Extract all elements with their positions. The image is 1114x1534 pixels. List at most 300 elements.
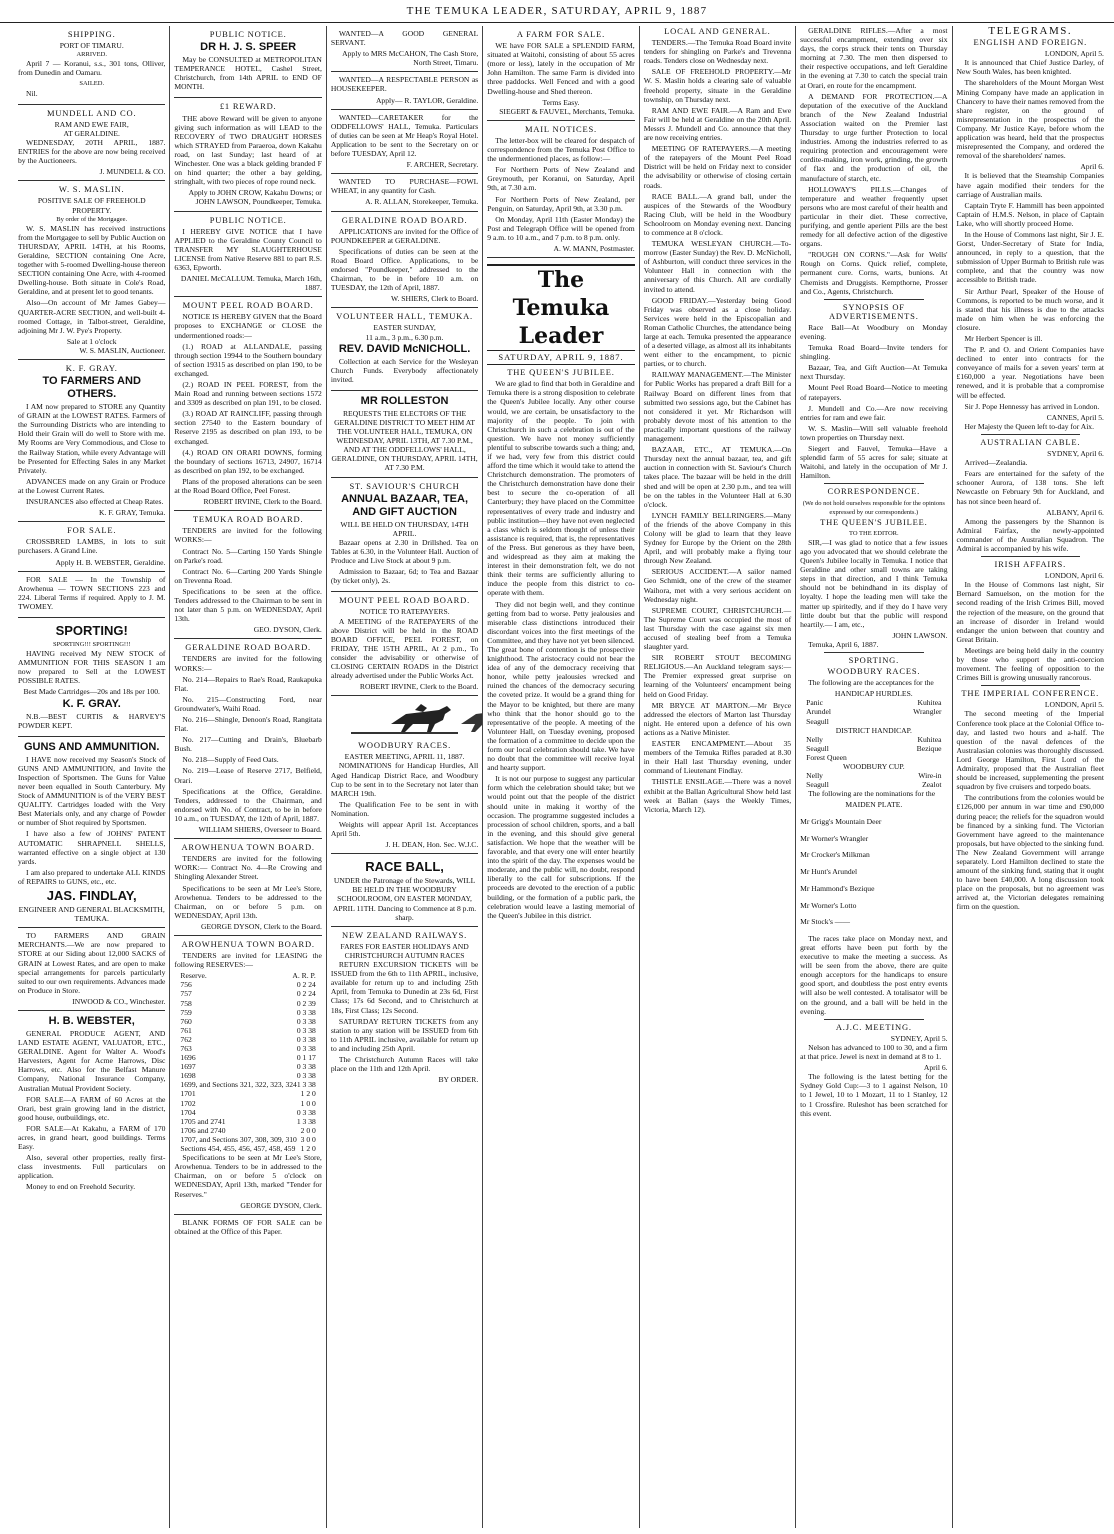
- london-date-1: LONDON, April 5.: [1044, 49, 1104, 59]
- reserve-area: 1 0 0: [300, 1098, 316, 1108]
- cup-heading: WOODBURY CUP.: [842, 762, 905, 772]
- local-news-item: LYNCH FAMILY BELLRINGERS.—Many of the friends of the above Company in this Colony will be glad to learn that they leave Sydney for Europe by the Orient on the 28th April, and will probably make a flying tour through New Zealand.: [643, 510, 792, 566]
- maiden-entry: Mr Stock's ——: [800, 917, 850, 927]
- reserves-header: [180, 971, 315, 980]
- port-heading: PORT OF TIMARU.: [59, 41, 124, 51]
- letter-text: SIR,—I was glad to notice that a few issues ago you advocated that we should celebrate the Queen's Jubilee locally in Temuka. I notice that Geraldine and other small towns are taking steps in that direction, and I think Temuka should not be behindhand in its display of loyalty. I hope the leading men will take the matter up spiritedly, and if they do I have very little doubt but that the public will respond heartily.— I am, etc.,: [800, 537, 948, 629]
- imperial-item-2: The contributions from the colonies would be £126,000 per annum in war time and £90,000 during peace; the reliefs for the squadron would be financed by a sinking fund. The Victorian Government have agreed to the maintenance proposals, but have objected to the sinking fund. The New Zealand Government will arrange separately. Lord Hamilton declined to state the amount of the sinking fund, stating that it ought to have been £40,000. A long discussion took place on the proposals, but no agreement was arrived at, the Victorian delegates remaining firm on the question.: [956, 793, 1104, 912]
- reserve-row: [180, 1044, 315, 1053]
- races-text: The races take place on Monday next, and great efforts have been put forth by the executive to make the meeting a success. As will be seen from the above, there are quite enough acceptors for the handicaps to ensure good sport, and doubtless the post entry events will also be well contested. A totalisator will be on the ground, and a ball will be held in the evening.: [800, 933, 948, 1016]
- horse-entry-row: [806, 780, 941, 789]
- reserve-row: [180, 1099, 315, 1108]
- rough-corns-text: "ROUGH ON CORNS."—Ask for Wells' Rough on Corns. Quick relief, complete, permanent cure. Corns, warts, bunions. At Chemists and Druggists. Kempthorne, Prosser and Co., Agents, Christchurch.: [800, 250, 948, 296]
- temuka-spec: Specifications to be seen at the office. Tenders addressed to the Chairman to be sent in not later than 5 p.m. on WEDNESDAY, April 13th.: [174, 586, 322, 624]
- autumn-races: The Christchurch Autumn Races will take place on the 11th and 12th April.: [330, 1054, 479, 1074]
- crossbred-text: CROSSBRED LAMBS, in lots to suit purchasers. A Grand Line.: [18, 537, 166, 556]
- nb-text: N.B.—BEST CURTIS & HARVEY'S POWDER KEPT.: [18, 711, 166, 730]
- advances-text: ADVANCES made on any Grain or Produce at the Lowest Current Rates.: [18, 476, 166, 495]
- webster-text: GENERAL PRODUCE AGENT, AND LAND ESTATE AGENT, VALUATOR, ETC., GERALDINE. Agent for Walter A. Wood's Harvesters, Agent for Acme Harrows, Disc Harrows, etc. Also for the Belfast Manure Company, National Insurance Company, Australian Mutual Provident Society.: [18, 1028, 166, 1093]
- reserve-number: 1696: [180, 1053, 196, 1063]
- reserves-table: [174, 980, 321, 1153]
- local-news-item: THISTLE ENSILAGE.—There was a novel exhibit at the Ballan Agricultural Show held last week at Ballan (says the Weekly Times, Victoria, March 12).: [643, 777, 792, 814]
- ajc-heading: A.J.C. MEETING.: [835, 1021, 912, 1032]
- page-header: THE TEMUKA LEADER, SATURDAY, APRIL 9, 1887: [0, 0, 1114, 23]
- column-4: [483, 26, 639, 1528]
- reserve-row: [180, 1053, 315, 1062]
- maiden-entry: Mr Worner's Wrangler: [800, 833, 869, 843]
- holloway-text: HOLLOWAY'S PILLS.—Changes of temperature and weather frequently upset persons who are most careful of their health and particular in their diet. These corrective, purifying, and gentle aperient Pills are the best remedy for all defective action of the digestive organs.: [800, 184, 948, 249]
- mcallum-signature: DANIEL McCALLUM. Temuka, March 16th, 1887.: [180, 274, 322, 293]
- maiden-entry: Mr Worner's Lotto: [800, 900, 857, 910]
- australian-cable-heading: AUSTRALIAN CABLE.: [980, 436, 1081, 447]
- column-2: [170, 26, 326, 1528]
- reserve-row: [180, 1008, 315, 1017]
- synopsis-item: Bazaar, Tea, and Gift Auction—At Temuka next Thursday.: [800, 363, 948, 382]
- horse-name: Kuhitea: [917, 734, 942, 744]
- road-1: (1.) ROAD at ALLANDALE, passing through section 19944 to the Southern boundary of section 19315 as described on plan 190, to be exchanged.: [174, 341, 322, 378]
- temuka-rb-text: TENDERS are invited for the following WORKS:—: [174, 526, 322, 545]
- insurances-text: INSURANCES also effected at Cheap Rates.: [26, 497, 164, 507]
- reserve-number: 759: [180, 1007, 192, 1017]
- bazaar-text: Bazaar opens at 2.30 in Drillshed. Tea on Tables at 6.30, in the Volunteer Hall. Auction of Produce and Live Stock at about 9 p.m.: [330, 537, 479, 566]
- guns-text-3: I am also prepared to undertake ALL KINDS of REPAIRS to GUNS, etc., etc.: [18, 867, 166, 886]
- eng-item-3: It is believed that the Steamship Companies have again modified their tenders for the carriage of Australian mails.: [956, 171, 1104, 199]
- contract-216: No. 216—Shingle, Denoon's Road, Rangitata Flat.: [174, 715, 322, 734]
- reserve-area: 0 3 38: [296, 1016, 316, 1026]
- reserve-area: 1 3 38: [296, 1116, 316, 1126]
- local-news-item: EASTER ENCAMPMENT.—About 35 members of the Temuka Rifles paraded at 8.30 in their Hall last Thursday evening, under command of Lieutenant Findlay.: [643, 739, 792, 776]
- local-news-item: RAILWAY MANAGEMENT.—The Minister for Public Works has prepared a draft Bill for a Railway Board on different lines from that submitted two sessions ago, but the Cabinet has not considered it yet. Mr Richardson will probably devote most of his attention to the practically important questions of the railway management.: [643, 370, 792, 444]
- public-notice-2-heading: PUBLIC NOTICE.: [209, 214, 287, 225]
- jubilee-paragraph-3: It is not our purpose to suggest any particular form which the celebration should take; but we would point out that the people of the district should unite in making it worthy of the occasion. The programme suggested includes a procession of school children, sports, and a ball in the evening, and this should give general satisfaction. We hope that the weather will be favorable, and that every one will enter heartily into the spirit of the day. The expenses would be moderate, and the public will, no doubt, respond liberally to the call for subscriptions. If the proceeds are devoted to the erection of a public building, or the formation of a public park, the celebration would leave a lasting memorial of the Queen's Jubilee in this district.: [487, 774, 635, 920]
- by-order: By order of the Mortgagee.: [56, 215, 128, 223]
- local-news-item: RACE BALL.—A grand ball, under the auspices of the Stewards of the Woodbury Racing Club, will be held in the Woodbury Schoolroom on Monday evening next. Dancing to commence at 8 o'clock.: [643, 191, 792, 237]
- ratepayers-title: NOTICE TO RATEPAYERS.: [359, 607, 450, 617]
- reserve-number: 758: [180, 998, 192, 1008]
- reserve-number: 1707, and Sections 307, 308, 309, 310: [180, 1134, 297, 1144]
- fauvel-signature: SIEGERT & FAUVEL, Merchants, Temuka.: [499, 106, 635, 116]
- contract-218: No. 218—Supply of Feed Oats.: [182, 755, 279, 765]
- queen-jubilee-heading: THE QUEEN'S JUBILEE.: [820, 516, 928, 527]
- ratepayers-text: A MEETING of the RATEPAYERS of the above District will be held in the ROAD BOARD OFFICE, PEEL FOREST, on FRIDAY, THE 15TH APRIL, At 2 p.m., To consider the advisability or otherwise of CLOSING CERTAIN ROADS in the District already advertised under the Public Works Act.: [330, 616, 479, 681]
- mount-peel-heading: MOUNT PEEL ROAD BOARD.: [182, 300, 314, 311]
- london-date-2: LONDON, April 6.: [1044, 571, 1104, 581]
- hurdles-heading: HANDICAP HURDLES.: [834, 689, 913, 699]
- racehorse-illustration: [351, 702, 458, 738]
- reserve-row: [180, 1080, 315, 1089]
- reserve-number: Sections 454, 455, 456, 457, 458, 459: [180, 1144, 296, 1154]
- local-news-item: SERIOUS ACCIDENT.—A sailor named Geo Schmidt, one of the crew of the steamer Waihora, met with a very serious accident on Wednesday night.: [643, 567, 792, 604]
- synopsis-list: [800, 323, 947, 481]
- letter-date: Temuka, April 6, 1887.: [808, 639, 879, 649]
- synopsis-item: Race Ball—At Woodbury on Monday evening.: [800, 322, 948, 341]
- london-date-3: LONDON, April 5.: [1044, 700, 1104, 710]
- horse-name: Nelly: [806, 734, 823, 744]
- arowhenua-heading: AROWHENUA TOWN BOARD.: [181, 842, 315, 853]
- guns-title: GUNS AND AMMUNITION.: [23, 740, 160, 753]
- contract-215: No. 215—Constructing Ford, near Groundwater's, Waihi Road.: [174, 694, 322, 713]
- local-news-item: TEMUKA WESLEYAN CHURCH.—To-morrow (Easter Sunday) the Rev. D. McNicholl, of Ashburton, will conduct three services in the Volunteer Hall in connection with the anniversary of this Church. All are cordially invited to attend.: [643, 239, 792, 294]
- reserve-area: 0 3 38: [296, 1044, 316, 1053]
- jubilee-paragraph-2: They did not begin well, and they continue getting from bad to worse. Petty jealousies and miserable class distinctions introduced their discordant voices into the first meetings of the Committee, and they have not yet been silenced. The great bone of contention is the prospective knighthood. The aristocracy could not bear the idea of any of the democracy receiving that honor, while petty jealousies wrecked and ruined the chances of the democracy securing the coveted prize. It would be a grand thing for the Mayor to be knighted, but there are many who think that the honor should go to the representative of the people. A meeting of the Volunteer Hall, on Tuesday evening, proposed the formation of a committee to decide upon the form our local celebration should take. We have no doubt that the committee will receive loyal and hearty support.: [487, 599, 635, 773]
- horse-entry-row: [806, 735, 941, 744]
- contract-217: No. 217—Cutting and Drain's, Bluebarb Bush.: [174, 735, 322, 754]
- maiden-entry: Mr Crocker's Milkman: [800, 850, 870, 860]
- local-general-items: [644, 38, 791, 814]
- rolleston-title: MR ROLLESTON: [360, 394, 449, 407]
- shiers-signature-2: W. SHIERS, Clerk to Board.: [391, 294, 479, 304]
- reserve-area: 0 2 24: [296, 980, 316, 990]
- reserve-number: 757: [180, 989, 192, 999]
- rev-title: REV. DAVID McNICHOLL.: [338, 342, 471, 355]
- eng-item-2: The shareholders of the Mount Morgan West Mining Company have made an application in Chancery to have their names removed from the share register, on the ground of misrepresentation in the prospectus of the Company. Mr Justice Kaye, before whom the application was heard, held that the prospectus misrepresented the Company, and ordered the removal of the shareholders' names.: [956, 78, 1104, 161]
- gray-heading: K. F. GRAY.: [65, 363, 118, 373]
- reserve-area: 0 3 38: [296, 1107, 316, 1117]
- reserve-row: [180, 1062, 315, 1071]
- ram-fair-text: WEDNESDAY, 20TH APRIL, 1887. ENTRIES for the above are now being received by the Auctioneers.: [18, 137, 166, 166]
- mann-signature: A. W. MANN, Postmaster.: [553, 243, 635, 253]
- eng-item-5: In the House of Commons last night, Sir J. E. Gorst, Under-Secretary of State for India, announced, in reply to a question, that the submission of Upper Burmah to British rule was complete, and that the country was now accessible to British trade.: [956, 229, 1104, 285]
- terms-text: Terms Easy.: [542, 97, 580, 107]
- reserve-area: 0 1 17: [296, 1053, 316, 1063]
- dyson-signature-2: GEORGE DYSON, Clerk to the Board.: [200, 921, 322, 931]
- grain-text: TO FARMERS AND GRAIN MERCHANTS.—We are now prepared to STORE at our Siding about 12,000 SACKS of GRAIN at Lowest Rates, and are open to make special arrangements for parcels particularly suited to our own requirements. Advances made on Produce in Store.: [18, 931, 166, 995]
- poundkeeper-title: APPLICATIONS are invited for the Office of POUNDKEEPER at GERALDINE.: [330, 226, 479, 245]
- rifles-text: GERALDINE RIFLES.—After a most successful encampment, extending over six days, the corps struck their tents on Thursday morning at 7.30. The men then dispersed to their respective occupations, and left Geraldine in the evening at 7.30 to catch the special train at Orari, en route for the encampment.: [800, 26, 948, 90]
- horse-name: Panic: [806, 698, 823, 708]
- to-editor: TO THE EDITOR.: [848, 529, 899, 537]
- guns-text: I HAVE now received my Season's Stock of GUNS AND AMMUNITION, and Invite the Inspection of Sportsmen. The Guns for Value never been equalled in South Canterbury. My Stock of AMMUNITION is of the VERY BEST QUALITY. Cartridges loaded with the Very Best Materials only, and any charge of Powder or number of Shot required by Sportsmen.: [18, 754, 166, 828]
- aus-item-1: Arrived—Zealandia.: [964, 458, 1028, 468]
- reserve-row: [180, 1117, 315, 1126]
- findlay-title: JAS. FINDLAY,: [46, 888, 137, 904]
- sporting-subtitle: SPORTING!!! SPORTING!!!: [53, 640, 131, 648]
- maiden-list: [800, 817, 947, 926]
- local-news-item: MEETING OF RATEPAYERS.—A meeting of the ratepayers of the Mount Peel Road District will be held on Friday next to consider the advisability or otherwise of closing certain roads.: [643, 144, 792, 190]
- reward-apply: Apply to JOHN CROW, Kakahu Downs; or JOHN LAWSON, Poundkeeper, Temuka.: [188, 188, 322, 207]
- irvine-signature-2: ROBERT IRVINE, Clerk to the Board.: [359, 682, 479, 692]
- horse-name: Seagull: [806, 716, 829, 726]
- cup-list: [800, 771, 947, 789]
- acceptances-intro: The following are the acceptances for the: [808, 678, 934, 688]
- eng-item-1: It is announced that Chief Justice Darley, of New South Wales, has been knighted.: [956, 58, 1104, 77]
- reserve-row: [180, 1071, 315, 1080]
- farmers-title: TO FARMERS AND OTHERS.: [42, 375, 141, 401]
- maslin-text-2: Also—On account of Mr James Gabey—QUARTER-ACRE SECTION, and well-built 4-roomed Cottage, in Talbot-street, Geraldine, adjoining Mr J. W. Pye's Property.: [18, 298, 166, 335]
- wanted-3: WANTED—CARETAKER for the ODDFELLOWS' HALL, Temuka. Particulars of duties can be seen at Mr Heap's Royal Hotel. Application to be sent to the Secretary on or before TUESDAY, April 12.: [330, 112, 479, 159]
- cartridges-text: Best Made Cartridges—20s and 18s per 100.: [23, 687, 160, 697]
- contract-214: No. 214—Repairs to Rae's Road, Raukapuka Flat.: [174, 674, 322, 693]
- horse-name: Seagull: [806, 743, 829, 753]
- maiden-intro: The following are the nominations for the: [808, 789, 936, 799]
- eng-item-4: Captain Tryte F. Hammill has been appointed Captain of H.M.S. Nelson, in place of Captain Lake, who will shortly proceed Home.: [956, 200, 1104, 228]
- reward-heading: £1 REWARD.: [219, 101, 277, 112]
- wanted-4-signature: A. R. ALLAN, Storekeeper, Temuka.: [365, 197, 479, 207]
- reserve-area: 0 3 38: [296, 1025, 316, 1035]
- reserve-row: [180, 1026, 315, 1035]
- reserve-number: 762: [180, 1034, 192, 1044]
- arrived-text: April 7 — Koranui, s.s., 301 tons, Olliver, from Dunedin and Oamaru.: [18, 59, 166, 78]
- cannes-date: CANNES, April 5.: [1046, 412, 1104, 422]
- leasing-text: TENDERS are invited for LEASING the following RESERVES:—: [174, 951, 322, 970]
- column-1: [14, 26, 170, 1528]
- weights-text: Weights will appear April 1st. Acceptances April 5th.: [330, 820, 479, 839]
- reserve-number: 756: [180, 980, 192, 990]
- mail-monday: On Monday, April 11th (Easter Monday) the Post and Telegraph Office will be opened from 9 a.m. to 10 a.m., and 7 p.m. to 8 p.m. only.: [487, 214, 635, 242]
- woodbury-heading: WOODBURY RACES.: [358, 740, 452, 751]
- reserve-area: 1 2 0: [300, 1144, 316, 1154]
- albany-date: ALBANY, April 6.: [1046, 507, 1104, 517]
- reserve-row: [180, 989, 315, 998]
- local-news-item: SALE OF FREEHOLD PROPERTY.—Mr W. S. Maslin holds a clearing sale of valuable freehold property, situate in the Geraldine township, on Thursday next.: [643, 67, 792, 104]
- speer-title: DR H. J. S. SPEER: [200, 41, 297, 54]
- geraldine-rb-heading: GERALDINE ROAD BOARD.: [185, 642, 311, 653]
- ajc-date: SYDNEY, April 5.: [890, 1033, 948, 1043]
- newspaper-title: The Temuka Leader: [487, 264, 634, 351]
- fares-title: FARES FOR EASTER HOLIDAYS AND CHRISTCHURCH AUTUMN RACES: [340, 941, 469, 960]
- synopsis-item: J. Mundell and Co.—Are now receiving entries for ram and ewe fair.: [800, 403, 948, 422]
- shipping-heading: SHIPPING.: [67, 29, 116, 39]
- webster-sale: FOR SALE—A FARM of 60 Acres at the Orari, best grain growing land in the district, good house, outbuildings, etc.: [18, 1094, 166, 1122]
- road-3: (3.) ROAD AT RAINCLIFF, passing through section 27540 to the Eastern boundary of Reserve 2195 as described on plan 193, to be exchanged.: [174, 409, 322, 446]
- bazaar-date: WILL BE HELD ON THURSDAY, 14TH APRIL.: [340, 519, 469, 538]
- imperial-conference-heading: THE IMPERIAL CONFERENCE.: [961, 688, 1100, 699]
- maslin-heading: W. S. MASLIN.: [58, 184, 125, 195]
- arowhenua-text: TENDERS are invited for the following WORK:— Contract No. 4—Re Crowing and Shingling Alexander Street.: [174, 854, 322, 882]
- webster-also: Also, several other properties, really first-class investments. Full particulars on application.: [18, 1153, 166, 1181]
- qualification-text: The Qualification Fee to be sent in with Nomination.: [330, 799, 479, 818]
- speer-text: May be CONSULTED at METROPOLITAN TEMPERANCE HOTEL, Cashel Street, Christchurch, from 14th APRIL to END OF MONTH.: [174, 55, 322, 92]
- column-6: [796, 26, 952, 1528]
- reserve-area: 1 3 38: [296, 1080, 316, 1090]
- mundell-heading: MUNDELL AND CO.: [47, 107, 137, 118]
- sydney-date: SYDNEY, April 6.: [1047, 449, 1104, 459]
- horse-name: Forest Queen: [806, 752, 847, 762]
- reserve-row: [180, 1135, 315, 1144]
- english-foreign-heading: ENGLISH AND FOREIGN.: [973, 37, 1087, 48]
- reserve-area: 2 0 0: [300, 1125, 316, 1135]
- sporting-title: SPORTING!: [55, 622, 128, 638]
- telegrams-heading: TELEGRAMS.: [988, 26, 1073, 37]
- maslin-text: W. S. MASLIN has received instructions from the Mortgagee to sell by Public Auction on THURSDAY, APRIL 14TH, at his Rooms, Geraldine, SECTION containing One Acre, together with 5-roomed Dwelling-house thereon SECTION containing One Acre, with 4-roomed Dwelling-house. Both situate in Cole's Road, Geraldine, and at present let to good tenants.: [18, 223, 166, 297]
- synopsis-item: Temuka Road Board—Invite tenders for shingling.: [800, 343, 948, 362]
- irvine-signature: ROBERT IRVINE, Clerk to the Board.: [203, 497, 322, 507]
- reserve-area: 0 3 38: [296, 1034, 316, 1044]
- reserve-row: [180, 1108, 315, 1117]
- race-ball-title: RACE BALL,: [365, 859, 444, 875]
- horse-name: Bezique: [916, 743, 942, 753]
- money-text: Money to end on Freehold Security.: [26, 1182, 136, 1192]
- reserve-row: [180, 980, 315, 989]
- public-notice-heading: PUBLIC NOTICE.: [209, 29, 287, 39]
- volunteer-hall-heading: VOLUNTEER HALL, TEMUKA.: [336, 311, 473, 322]
- ajc-text-2: The following is the latest betting for the Sydney Gold Cup:—3 to 1 against Nelson, 10 to 1 Jewel, 10 to 1 Mozart, 11 to 1 Stanley, 12 to 1 Crossfire. Ruleshot has been scratched for this event.: [800, 1072, 948, 1118]
- local-news-item: BAZAAR, ETC., AT TEMUKA.—On Thursday next the annual bazaar, tea, and gift auction in connection with St. Saviour's Church takes place. The bazaar will be held in the drill shed and will be open at 2.30 p.m., and tea will be on the tables in the Volunteer Hall at 6.30 o'clock.: [643, 445, 792, 509]
- ajc-text: Nelson has advanced to 100 to 30, and a firm at that price. Jewel is next in demand at 8 to 1.: [800, 1042, 948, 1062]
- correspondence-heading: CORRESPONDENCE.: [827, 486, 921, 497]
- ram-fair-place: AT GERALDINE.: [63, 128, 120, 138]
- contract-5: Contract No. 5—Carting 150 Yards Shingle on Parke's road.: [174, 546, 322, 565]
- saviour-heading: ST. SAVIOUR'S CHURCH: [349, 480, 460, 491]
- jubilee-heading: THE QUEEN'S JUBILEE.: [507, 367, 615, 378]
- horse-name: Nelly: [806, 771, 823, 781]
- wanted-4: WANTED TO PURCHASE—FOWL WHEAT, in any quantity for Cash.: [330, 177, 479, 196]
- sporting-heading: SPORTING.: [848, 655, 900, 665]
- by-order-signature: BY ORDER.: [438, 1075, 479, 1085]
- easter-sunday: EASTER SUNDAY,: [373, 323, 436, 333]
- reserve-number: 1698: [180, 1071, 196, 1081]
- reserve-area: 1 2 0: [300, 1089, 316, 1099]
- farmers-text: I AM now prepared to STORE any Quantity of GRAIN at the LOWEST RATES. Farmers of the Surrounding Districts who are intending to Hold their Grain will do well to Store with me. My Rooms are Very Commodious, and Close to the Railway Station, while every Advantage will be Presented for Effecting Sales in any Market Privately.: [18, 402, 166, 475]
- local-news-item: RAM AND EWE FAIR.—A Ram and Ewe Fair will be held at Geraldine on the 20th April. Messrs J. Mundell and Co. announce that they are now receiving entries.: [643, 105, 792, 143]
- april-6-date: April 6.: [1080, 162, 1104, 172]
- farm-heading: A FARM FOR SALE.: [516, 29, 606, 39]
- arrived-label: ARRIVED.: [76, 51, 107, 59]
- mcallum-text: I HEREBY GIVE NOTICE that I have APPLIED to the Geraldine County Council to TRANSFER MY SLAUGHTERHOUSE LICENSE from Native Reserve 881 to part R.S. 6363, Epworth.: [174, 226, 322, 272]
- arowhenua-spec: Specifications to be seen at Mr Lee's Store, Arowhenua. Tenders to be addressed to the Chairman, on or before 5 p.m. on WEDNESDAY, April 13th.: [174, 883, 322, 920]
- local-news-item: SUPREME COURT, CHRISTCHURCH.—The Supreme Court was occupied the most of last Thursday with the case against six men accused of stealing beef from a Temuka slaughter yard.: [643, 605, 792, 652]
- race-ball-text: UNDER the Patronage of the Stewards, WILL BE HELD IN THE WOODBURY SCHOOLROOM, ON EASTER MONDAY, APRIL 11TH. Dancing to Commence at 8 p.m. sharp.: [332, 876, 477, 922]
- mount-peel-2-heading: MOUNT PEEL ROAD BOARD.: [339, 595, 471, 606]
- reserve-number: 763: [180, 1044, 192, 1053]
- reserve-number: 760: [180, 1016, 192, 1026]
- fares-text: RETURN EXCURSION TICKETS will be ISSUED from the 6th to 11th APRIL, inclusive, available for return up to and including 25th April, from Temuka to Dunedin at 23s 6d, First Class; 17s 6d Second, and to Christchurch at 18s, First Class; 12s Second.: [330, 960, 479, 1015]
- geraldine-spec: Specifications at the Office, Geraldine. Tenders, addressed to the Chairman, and endorsed with No. of Contract, to be in before 10 a.m., on TUESDAY, the 12th of April, 1887.: [174, 786, 322, 823]
- maiden-entry: Mr Hunt's Arundel: [800, 867, 858, 877]
- for-sale-2-text: FOR SALE — In the Township of Arowhenua — TOWN SECTIONS 223 and 224. Liberal Terms if required. Apply to J. M. TWOMEY.: [18, 574, 166, 611]
- horse-name: Wire-in: [918, 771, 942, 781]
- eng-item-6: Sir Arthur Pearl, Speaker of the House of Commons, is reported to be much worse, and it is stated that his illness is due to the attacks made on him when he was enforcing the closure.: [956, 286, 1104, 332]
- reserve-area: 0 3 38: [296, 1007, 316, 1017]
- rolleston-text: REQUESTS THE ELECTORS OF THE GERALDINE DISTRICT TO MEET HIM AT THE VOLUNTEER HALL, TEMUKA, ON WEDNESDAY, APRIL 13TH, AT 7.30 P.M., AND AT THE ODDFELLOWS' HALL, GERALDINE, ON THURSDAY, APRIL 14TH, AT 7.30 P.M.: [331, 408, 478, 473]
- apply-webster: Apply H. B. WEBSTER, Geraldine.: [55, 557, 166, 567]
- dyson-signature-3: GEORGE DYSON, Clerk.: [240, 1200, 322, 1210]
- kfgray-title: K. F. GRAY.: [62, 697, 121, 710]
- synopsis-heading: SYNOPSIS OF ADVERTISEMENTS.: [828, 301, 919, 321]
- hurdles-list: [800, 698, 947, 725]
- jubilee-paragraph-1: We are glad to find that both in Geraldine and Temuka there is a strong disposition to celebrate the Queen's Jubilee locally. Any other course would, we are certain, be unsatisfactory to the majority of the people. To join with Christchurch in such a celebration is out of the question. We have not money sufficiently plentiful to subscribe towards such a thing; and, if we had, very few from this district could afford the time which it would take to attend the Christchurch demonstration. The promoters of the Christchurch demonstration have done their best to secure the co-operation of all Canterbury; they have placed on the Committee representatives of every trade and industry and public institution—they have not even neglected a class which is seldom thought of unless their assistance is required, that is, the representatives of the Press. But generous as they have been, and widespread as they aim at making the interest in their demonstration felt, we do not think their terms are sufficiently alluring to induce the people from this district to co-operate with them.: [487, 379, 635, 598]
- poundkeeper-text: Specifications of duties can be seen at the Road Board Office. Applications, to be endorsed "Poundkeeper," addressed to the Chairman, to be in before 10 a.m. on TUESDAY, the 12th of April, 1887.: [330, 246, 479, 293]
- reserve-number: 1706 and 2740: [180, 1125, 226, 1135]
- horse-name: Zealot: [922, 780, 942, 790]
- mail-north: For Northern Ports of New Zealand and Greymouth, per Koranui, on Saturday, April 9th, at 7.30 a.m.: [487, 165, 635, 193]
- reserve-area: 3 0 0: [300, 1134, 316, 1144]
- eng-item-9: Sir J. Pope Hennessy has arrived in London.: [964, 401, 1100, 411]
- reserve-number: 761: [180, 1025, 192, 1035]
- horse-name: Wrangler: [913, 707, 942, 717]
- protection-text: A DEMAND FOR PROTECTION.—A deputation of the executive of the Auckland branch of the New Zealand Industrial Association waited on the Premier last Thursday to urge further Protection to local industries. Among the industries referred to as requiring protection and encouragement were cordite-making, iron work, grinding, the growth of flax and the production of oil, the manufacture of starch, etc.: [800, 91, 948, 183]
- imperial-item-1: The second meeting of the Imperial Conference took place at the Colonial Office to-day, and lasted two hours and a-half. The question of the naval defences of the Australasian colonies was thoroughly discussed. Lord George Hamilton, First Lord of the Admiralty, proposed that the Australian fleet should be increased, supplementing the present squadron by five cruisers and torpedo boats.: [956, 709, 1104, 792]
- local-news-item: MR BRYCE AT MARTON.—Mr Bryce addressed the electors of Marton last Thursday night. He entered upon a defence of his own actions as a Native Minister.: [643, 700, 792, 737]
- dean-signature: J. H. DEAN, Hon. Sec. W.J.C.: [385, 840, 479, 850]
- wanted-3-signature: F. ARCHER, Secretary.: [406, 160, 479, 170]
- admission-text: Admission to Bazaar, 6d; to Tea and Bazaar (by ticket only), 2s.: [330, 567, 479, 586]
- local-news-item: GOOD FRIDAY.—Yesterday being Good Friday was observed as a close holiday. Services were held in the Episcopalian and Roman Catholic Churches, the attendance being large at each. Temuka presented the appearance of a deserted village, as almost all its inhabitants went either to the encampment, to picnic parties, or to church.: [643, 295, 792, 369]
- column-7: [953, 26, 1108, 1528]
- saturday-tickets: SATURDAY RETURN TICKETS from any station to any station will be ISSUED from 6th to 11th APRIL inclusive, available for return up to and including 25th April.: [330, 1016, 479, 1053]
- wanted-2-apply: Apply— R. TAYLOR, Geraldine.: [375, 95, 479, 105]
- wanted-1: WANTED—A GOOD GENERAL SERVANT.: [330, 29, 479, 48]
- reserve-area: 0 2 24: [296, 989, 316, 999]
- gray-signature: K. F. GRAY, Temuka.: [98, 508, 166, 518]
- maiden-heading: MAIDEN PLATE.: [845, 800, 903, 810]
- guns-text-2: I have also a few of JOHNS' PATENT AUTOMATIC SHRAPNELL SHELLS, warranted effective on a single object at 130 yards.: [18, 829, 166, 866]
- letter-signature: JOHN LAWSON.: [892, 630, 948, 640]
- mount-peel-text: NOTICE IS HEREBY GIVEN that the Board proposes to EXCHANGE or CLOSE the undermentioned roads:—: [174, 312, 322, 340]
- cannes-text: Her Majesty the Queen left to-day for Aix.: [964, 421, 1095, 431]
- reserve-number: 1704: [180, 1107, 196, 1117]
- reserve-col-header: Reserve.: [180, 971, 207, 981]
- reward-text: THE above Reward will be given to anyone giving such information as will LEAD to the RECOVERY of TWO DRAUGHT HORSES which STRAYED from Paraeroa, down Kakahu road, on last Sunday; last heard of at Winchester. One was a black gelding branded F on hind quarter; the other a bay gelding, stringhalt, with two pieces of rope round neck.: [174, 113, 322, 187]
- aus-item-3: Among the passengers by the Shannon is Admiral Fairfax, the newly-appointed commander of the Australian Squadron. The Admiral is accompanied by his wife.: [956, 516, 1104, 553]
- reserve-area: 0 3 38: [296, 1062, 316, 1072]
- reserve-number: 1697: [180, 1062, 196, 1072]
- service-times: 11 a.m., 3 p.m., 6.30 p.m.: [365, 332, 444, 342]
- rev-text: Collection at each Service for the Wesleyan Church Funds. Everybody affectionately invited.: [330, 356, 479, 384]
- mail-text: The letter-box will be cleared for despatch of correspondence from the Temuka Post Office to the undermentioned places, as follow:—: [487, 135, 635, 164]
- area-col-header: A. R. P.: [292, 971, 316, 981]
- farm-text: WE have FOR SALE a SPLENDID FARM, situated at Waitohi, consisting of about 55 acres (more or less), lately in the occupation of Mr John Hamilton. The same Farm is divided into three paddocks. Well Fenced and with a good Dwelling-house and Shed thereon.: [487, 41, 635, 96]
- geraldine-rb-text: TENDERS are invited for the following WORKS:—: [174, 654, 322, 673]
- bazaar-title: ANNUAL BAZAAR, TEA, AND GIFT AUCTION: [341, 492, 468, 518]
- road-4: (4.) ROAD ON ORARI DOWNS, forming the boundary of sections 16713, 24907, 16714 as described on plan 192, to be exchanged.: [174, 447, 322, 475]
- eng-item-7: Mr Herbert Spencer is ill.: [964, 334, 1043, 343]
- reserve-number: 1701: [180, 1089, 196, 1099]
- wanted-1-apply: Apply to MRS McCAHON, The Cash Store, North Street, Timaru.: [342, 49, 479, 68]
- ram-fair-signature: J. MUNDELL & CO.: [99, 167, 166, 177]
- correspondence-note: (We do not hold ourselves responsible for the opinions expressed by our correspondents.): [802, 499, 945, 516]
- mail-north-2: For Northern Ports of New Zealand, per Penguin, on Saturday, April 9th, at 3.30 p.m.: [487, 194, 635, 213]
- temuka-rb-heading: TEMUKA ROAD BOARD.: [192, 514, 304, 525]
- dyson-signature: GEO. DYSON, Clerk.: [253, 625, 322, 635]
- column-5: [640, 26, 796, 1528]
- maiden-entry: Mr Hammond's Bezique: [800, 883, 875, 893]
- horse-name: Arundel: [806, 707, 831, 717]
- local-general-heading: LOCAL AND GENERAL.: [664, 26, 771, 36]
- contract-219: No. 219—Lease of Reserve 2717, Belfield, Orari.: [174, 766, 322, 785]
- blank-forms-text: BLANK FORMS OF FOR SALE can be obtained at the Office of this Paper.: [174, 1217, 322, 1236]
- irish-item-2: Meetings are being held daily in the country by those who support the anti-coercion movement. The feeling of opposition to the Crimes Bill is growing unusually rancorous.: [956, 645, 1104, 683]
- geraldine-rb-heading-2: GERALDINE ROAD BOARD.: [341, 214, 468, 225]
- sailed-text: Nil.: [26, 88, 38, 98]
- reserve-number: 1705 and 2741: [180, 1116, 226, 1126]
- ajc-date-2: April 6.: [923, 1063, 948, 1073]
- synopsis-item: Siegert and Fauvel, Temuka—Have a splendid farm of 55 acres for sale; situate at Waitohi, and lately in the occupation of Mr J. Hamilton.: [800, 444, 948, 481]
- reserve-row: [180, 1035, 315, 1044]
- shiers-signature: WILLIAM SHIERS, Overseer to Board.: [198, 825, 322, 835]
- irish-item-1: In the House of Commons last night, Sir Bernard Samuelson, on the motion for the second reading of the Irish Crimes Bill, moved the rejection of the measure, on the ground that an increase of disorder in Ireland would endanger the union between that country and Great Britain.: [956, 580, 1104, 644]
- nominations-text: NOMINATIONS for Handicap Hurdles, All Aged Handicap District Race, and Woodbury Cup to be sent in to the Secretary not later than MARCH 19th.: [330, 761, 479, 798]
- horse-entry-row: [806, 707, 941, 716]
- webster-sale-2: FOR SALE—At Kakahu, a FARM of 170 acres, in grand heart, good buildings. Terms Easy.: [18, 1123, 166, 1152]
- positive-sale-title: POSITIVE SALE OF FREEHOLD PROPERTY.: [37, 196, 146, 215]
- local-news-item: TENDERS.—The Temuka Road Board invite tenders for shingling on Parke's and Trevenna roads. Tenders close on Wednesday next.: [643, 38, 792, 66]
- wanted-2: WANTED—A RESPECTABLE PERSON as HOUSEKEEPER.: [330, 75, 479, 94]
- horse-name: Seagull: [806, 780, 829, 790]
- horse-entry-row: [806, 771, 941, 780]
- reserve-number: 1699, and Sections 321, 322, 323, 324: [180, 1080, 297, 1090]
- for-sale-heading: FOR SALE.: [67, 525, 117, 536]
- reserve-row: [180, 1144, 315, 1153]
- horse-entry-row: [806, 753, 941, 762]
- newspaper-date: SATURDAY, APRIL 9, 1887.: [487, 353, 634, 365]
- leasing-spec: Specifications to be seen at Mr Lee's Store, Arowhenua. Tenders to be in addressed to the Chairman, on or before 5 o'clock on WEDNESDAY, April 13th, marked "Tender for Reserves.": [174, 1153, 322, 1199]
- road-2: (2.) ROAD IN PEEL FOREST, from the Main Road and running between sections 1572 and 3309 as described on plan 191, to be closed.: [174, 380, 322, 408]
- sale-time: Sale at 1 o'clock: [66, 336, 117, 346]
- synopsis-item: W. S. Maslin—Will sell valuable freehold town properties on Thursday next.: [800, 423, 948, 442]
- horse-entry-row: [806, 744, 941, 753]
- reserve-number: 1702: [180, 1098, 196, 1108]
